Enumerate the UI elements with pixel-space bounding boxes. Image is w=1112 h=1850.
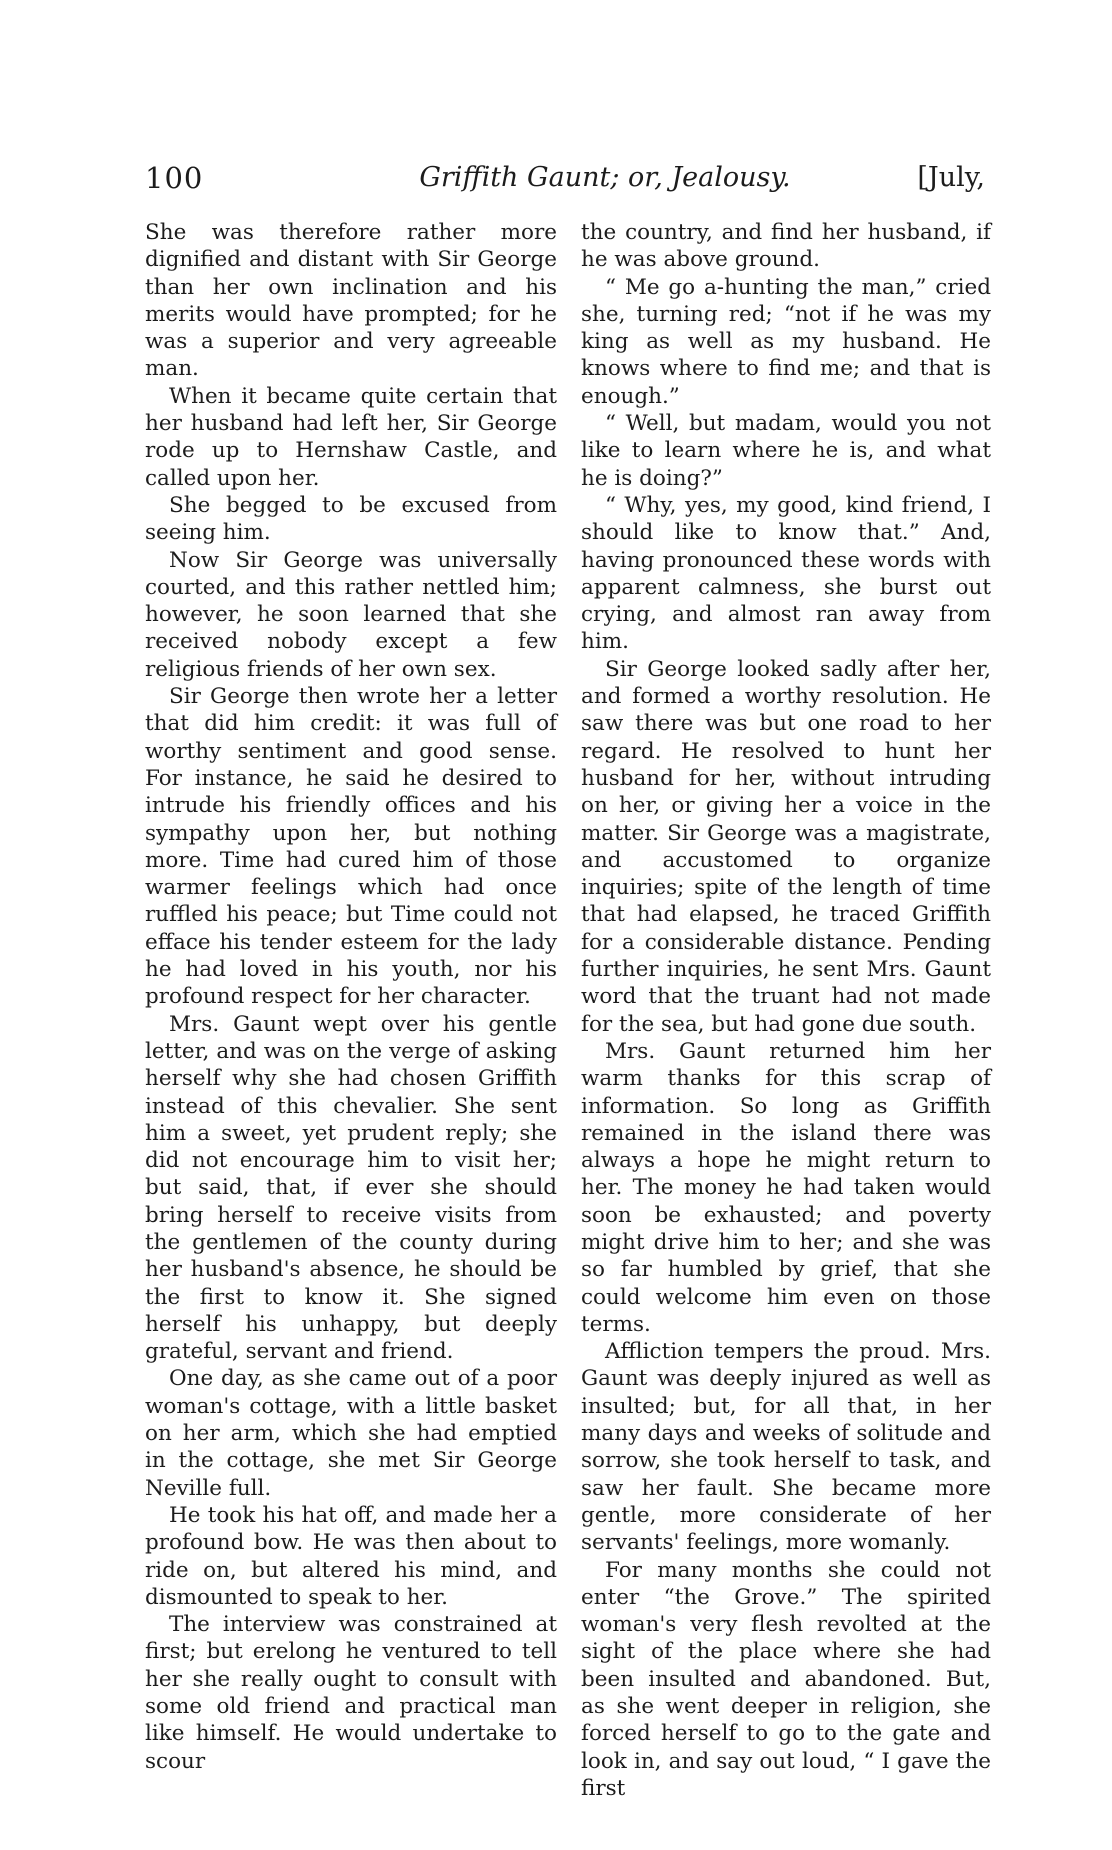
paragraph: Sir George looked sadly after her, and formed a worthy resolution. He saw there was but one road to her regard. He resolved to hunt her husband for her, without intruding on her, or giving her a voice in the matter. Sir George was a magistrate, and accustomed to organize inquiries; spite of the length of time that had elapsed, he traced Griffith for a considerable distance. Pending further inquiries, he sent Mrs. Gaunt word that the truant had not made for the sea, but had gone due south. <box>581 656 991 1037</box>
paragraph: Mrs. Gaunt wept over his gentle letter, and was on the verge of asking herself why she had chosen Griffith instead of this chevalier. She sent him a sweet, yet prudent reply; she did not encourage him to visit her; but said, that, if ever she should bring herself to receive visits from the gentlemen of the county during her husband's absence, he should be the first to know it. She signed herself his unhappy, but deeply grateful, servant and friend. <box>145 1011 557 1365</box>
paragraph: Sir George then wrote her a letter that did him credit: it was full of worthy sentiment and good sense. For instance, he said he desired to intrude his friendly offices and his sympathy upon her, but nothing more. Time had cured him of those warmer feelings which had once ruffled his peace; but Time could not efface his tender esteem for the lady he had loved in his youth, nor his profound respect for her character. <box>145 684 557 1010</box>
paragraph: He took his hat off, and made her a profound bow. He was then about to ride on, but altered his mind, and dismounted to speak to her. <box>145 1502 557 1610</box>
paragraph: “ Me go a-hunting the man,” cried she, turning red; “not if he was my king as well as my husband. He knows where to find me; and that is enough.” <box>581 274 991 409</box>
issue-month: [July, <box>917 162 985 193</box>
left-column <box>145 219 557 1775</box>
paragraph: For many months she could not enter “the Grove.” The spirited woman's very flesh revolted at the sight of the place where she had been insulted and abandoned. But, as she went deeper in religion, she forced herself to go to the gate and look in, and say out loud, “ I gave the first <box>581 1557 991 1801</box>
paragraph: “ Why, yes, my good, kind friend, I should like to know that.” And, having pronounced these words with apparent calmness, she burst out crying, and almost ran away from him. <box>581 492 991 655</box>
paragraph: When it became quite certain that her husband had left her, Sir George rode up to Hernshaw Castle, and called upon her. <box>145 383 557 491</box>
paragraph: “ Well, but madam, would you not like to learn where he is, and what he is doing?” <box>581 411 991 491</box>
right-column <box>581 219 991 1802</box>
paragraph: Affliction tempers the proud. Mrs. Gaunt was deeply injured as well as insulted; but, for all that, in her many days and weeks of solitude and sorrow, she took herself to task, and saw her fault. She became more gentle, more considerate of her servants' feelings, more womanly. <box>581 1339 991 1556</box>
paragraph: Now Sir George was universally courted, and this rather nettled him; however, he soon learned that she received nobody except a few religious friends of her own sex. <box>145 547 557 682</box>
paragraph: She begged to be excused from seeing him. <box>145 492 557 546</box>
paragraph: One day, as she came out of a poor woman's cottage, with a little basket on her arm, which she had emptied in the cottage, she met Sir George Neville full. <box>145 1366 557 1501</box>
paragraph: the country, and find her husband, if he was above ground. <box>581 220 991 273</box>
page-number: 100 <box>145 161 204 195</box>
page-header <box>145 158 985 198</box>
running-title: Griffith Gaunt; or, Jealousy. <box>419 162 791 193</box>
paragraph: Mrs. Gaunt returned him her warm thanks for this scrap of information. So long as Griffith remained in the island there was always a hope he might return to her. The money he had taken would soon be exhausted; and poverty might drive him to her; and she was so far humbled by grief, that she could welcome him even on those terms. <box>581 1038 991 1337</box>
paragraph: The interview was constrained at first; but erelong he ventured to tell her she really ought to consult with some old friend and practical man like himself. He would undertake to scour <box>145 1612 557 1774</box>
paragraph: She was therefore rather more dignified and distant with Sir George than her own inclination and his merits would have prompted; for he was a superior and very agreeable man. <box>145 220 557 382</box>
